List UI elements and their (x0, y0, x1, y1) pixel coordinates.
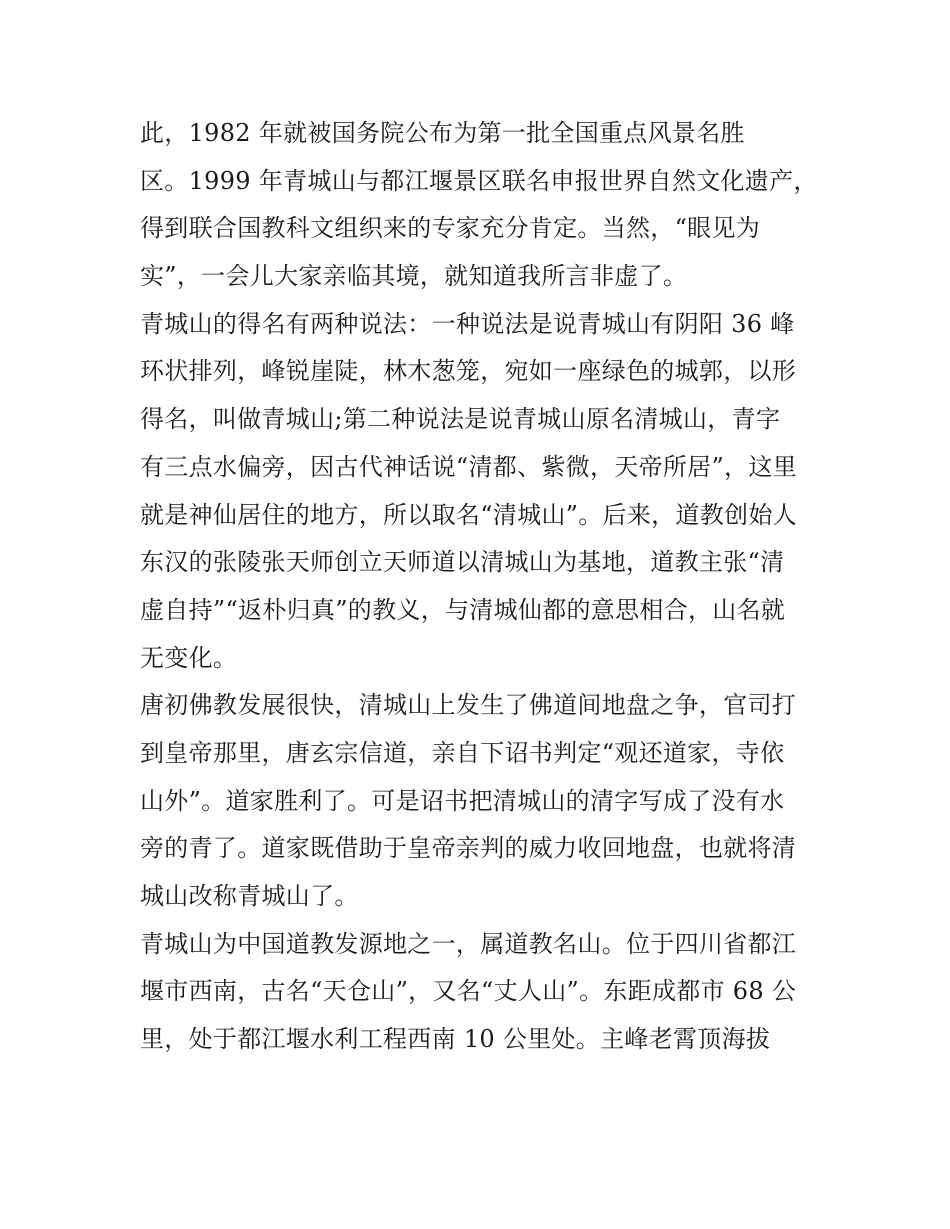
text-line: 青城山的得名有两种说法：一种说法是说青城山有阴阳 36 峰 (140, 309, 795, 338)
text-line: 得到联合国教科文组织来的专家充分肯定。当然，“眼见为 (140, 214, 761, 243)
text-line: 青城山为中国道教发源地之一，属道教名山。位于四川省都江 (140, 929, 797, 958)
body-text (140, 110, 820, 1064)
text-line: 实”，一会儿大家亲临其境，就知道我所言非虚了。 (140, 262, 688, 291)
text-line: 堰市西南，古名“天仓山”，又名“丈人山”。东距成都市 68 公 (140, 977, 797, 1006)
text-line: 东汉的张陵张天师创立天师道以清城山为基地，道教主张“清 (140, 548, 785, 577)
text-line: 环状排列，峰锐崖陡，林木葱笼，宛如一座绿色的城郭，以形 (140, 357, 797, 386)
text-line: 到皇帝那里，唐玄宗信道，亲自下诏书判定“观还道家，寺依 (140, 738, 785, 767)
text-line: 区。1999 年青城山与都江堰景区联名申报世界自然文化遗产， (140, 166, 818, 195)
text-line: 山外”。道家胜利了。可是诏书把清城山的清字写成了没有水 (140, 786, 785, 815)
text-line: 此，1982 年就被国务院公布为第一批全国重点风景名胜 (140, 119, 745, 147)
text-line: 城山改称青城山了。 (140, 882, 359, 910)
text-line: 就是神仙居住的地方，所以取名“清城山”。后来，道教创始人 (140, 500, 797, 529)
text-line: 虚自持”“返朴归真”的教义，与清城仙都的意思相合，山名就 (140, 595, 786, 624)
text-line: 得名，叫做青城山;第二种说法是说青城山原名清城山，青字 (140, 405, 781, 434)
text-line: 唐初佛教发展很快，清城山上发生了佛道间地盘之争，官司打 (140, 691, 797, 720)
text-line: 里，处于都江堰水利工程西南 10 公里处。主峰老霄顶海拔 (140, 1025, 771, 1054)
text-line: 无变化。 (140, 643, 238, 672)
text-line: 有三点水偏旁，因古代神话说“清都、紫微，天帝所居”，这里 (140, 452, 797, 481)
text-line: 旁的青了。道家既借助于皇帝亲判的威力收回地盘，也就将清 (140, 834, 797, 863)
